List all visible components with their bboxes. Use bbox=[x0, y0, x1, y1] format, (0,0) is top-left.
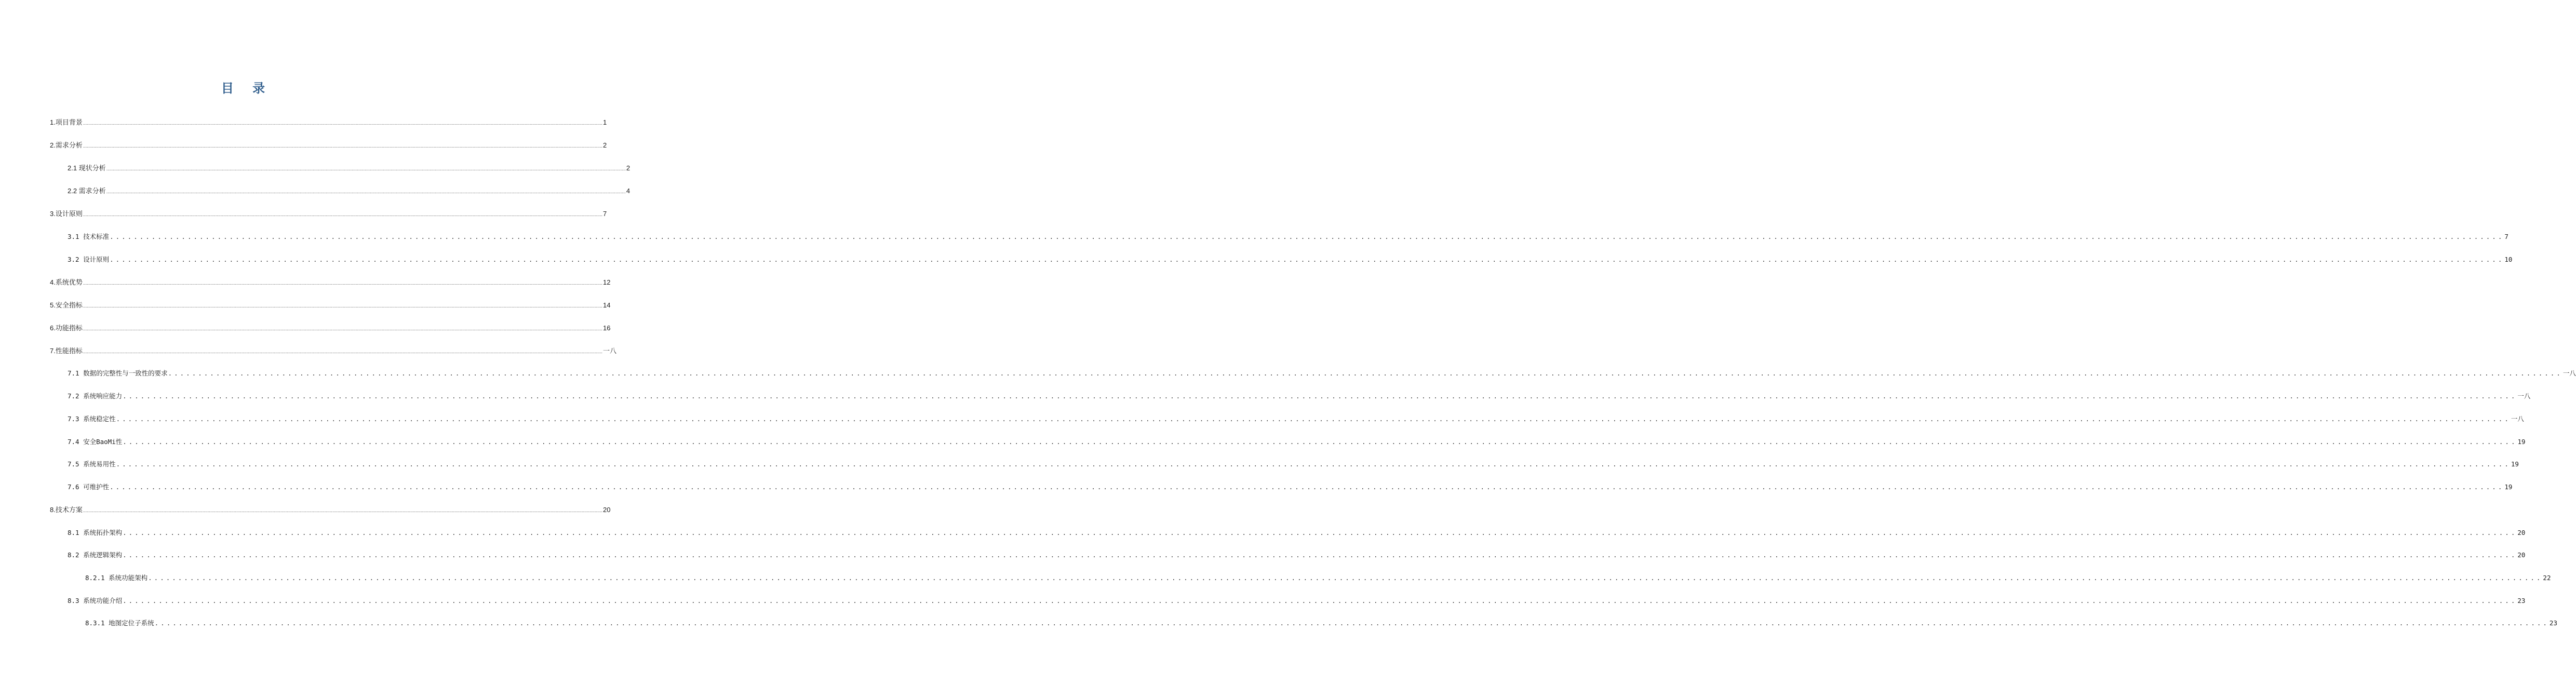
toc-entry[interactable] bbox=[50, 277, 611, 288]
toc-entry[interactable] bbox=[68, 163, 630, 174]
toc-entry-page: 10 bbox=[2504, 256, 2513, 263]
toc-entry[interactable] bbox=[68, 459, 2519, 471]
toc-entry[interactable] bbox=[68, 528, 2526, 539]
dot-leader: ................................................................................................................................................................................................................................................................................................................................................................................................................ bbox=[168, 369, 2562, 377]
toc-entry-page: 20 bbox=[603, 506, 611, 514]
toc-entry-label: 7.1 数据的完整性与一致性的要求 bbox=[68, 369, 168, 377]
toc-entry-label: 2.2 需求分析 bbox=[68, 187, 106, 195]
dot-leader: ................................................................................................................................................................................................................................................................................................................................................................................................................ bbox=[83, 120, 603, 126]
toc-entry[interactable] bbox=[68, 185, 630, 197]
toc-entry[interactable] bbox=[85, 573, 2551, 584]
toc-entry-label: 7.性能指标 bbox=[50, 347, 83, 355]
dot-leader: ................................................................................................................................................................................................................................................................................................................................................................................................................ bbox=[106, 166, 626, 171]
dot-leader: ................................................................................................................................................................................................................................................................................................................................................................................................................ bbox=[154, 619, 2549, 627]
toc-entry-label: 4.系统优势 bbox=[50, 278, 83, 286]
dot-leader: ................................................................................................................................................................................................................................................................................................................................................................................................................ bbox=[123, 529, 2517, 536]
toc-title: 目 录 bbox=[221, 81, 273, 96]
toc-entry[interactable] bbox=[50, 300, 611, 311]
toc-entry-page: 20 bbox=[2517, 551, 2526, 559]
toc-entry-label: 8.技术方案 bbox=[50, 506, 83, 514]
dot-leader: ................................................................................................................................................................................................................................................................................................................................................................................................................ bbox=[110, 483, 2504, 491]
toc-entry-label: 7.5 系统易用性 bbox=[68, 460, 116, 468]
toc-entry[interactable] bbox=[68, 414, 2524, 425]
dot-leader: ................................................................................................................................................................................................................................................................................................................................................................................................................ bbox=[83, 508, 603, 513]
toc-entry[interactable] bbox=[68, 437, 2526, 448]
toc-entry[interactable] bbox=[50, 117, 607, 128]
toc-entry-page: 12 bbox=[603, 278, 611, 286]
dot-leader: ................................................................................................................................................................................................................................................................................................................................................................................................................ bbox=[123, 438, 2517, 446]
toc-entry-page: 一八 bbox=[603, 347, 617, 355]
toc-entry-label: 1.项目背景 bbox=[50, 118, 83, 126]
toc-entry[interactable] bbox=[50, 208, 607, 220]
toc-entry-page: 一八 bbox=[2562, 369, 2576, 377]
toc-entry[interactable] bbox=[68, 232, 2508, 243]
toc-entry-page: 7 bbox=[2504, 233, 2508, 240]
toc-entry[interactable] bbox=[50, 345, 617, 357]
toc-entry-page: 2 bbox=[603, 141, 607, 149]
toc-entry[interactable] bbox=[68, 368, 2576, 380]
toc-entry-page: 一八 bbox=[2511, 415, 2524, 423]
toc-entry-page: 23 bbox=[2517, 597, 2526, 605]
toc-entry-label: 8.3 系统功能介绍 bbox=[68, 597, 123, 605]
toc-entry-label: 8.1 系统拓扑架构 bbox=[68, 529, 123, 536]
toc-entry[interactable] bbox=[68, 596, 2526, 607]
toc-entry[interactable] bbox=[50, 323, 611, 334]
toc-entry[interactable] bbox=[68, 391, 2531, 402]
toc-entry-page: 20 bbox=[2517, 529, 2526, 536]
toc-entry-label: 7.2 系统响应能力 bbox=[68, 392, 123, 400]
dot-leader: ................................................................................................................................................................................................................................................................................................................................................................................................................ bbox=[83, 212, 603, 217]
toc-entry[interactable] bbox=[50, 140, 607, 151]
dot-leader: ................................................................................................................................................................................................................................................................................................................................................................................................................ bbox=[123, 551, 2517, 559]
toc-entry-label: 8.2.1 系统功能架构 bbox=[85, 574, 148, 582]
toc-entry-page: 4 bbox=[626, 187, 630, 195]
toc-entry-page: 14 bbox=[603, 301, 611, 309]
toc-entry-page: 19 bbox=[2517, 438, 2526, 446]
toc-entry-label: 2.1 现状分析 bbox=[68, 164, 106, 172]
toc-entry[interactable] bbox=[50, 504, 611, 516]
toc-entry-label: 8.3.1 地图定位子系统 bbox=[85, 619, 154, 627]
toc-entry-label: 8.2 系统逻辑架构 bbox=[68, 551, 123, 559]
dot-leader: ................................................................................................................................................................................................................................................................................................................................................................................................................ bbox=[83, 326, 603, 331]
toc-entry[interactable] bbox=[68, 254, 2513, 266]
toc-entry-label: 5.安全指标 bbox=[50, 301, 83, 309]
toc-entry[interactable] bbox=[68, 550, 2526, 561]
dot-leader: ................................................................................................................................................................................................................................................................................................................................................................................................................ bbox=[83, 280, 603, 286]
toc-entry-page: 23 bbox=[2549, 619, 2557, 627]
toc-entry-page: 19 bbox=[2511, 460, 2519, 468]
toc-entry-page: 19 bbox=[2504, 483, 2513, 491]
dot-leader: ................................................................................................................................................................................................................................................................................................................................................................................................................ bbox=[83, 349, 603, 354]
toc-entry-label: 3.1 技术标准 bbox=[68, 233, 110, 240]
toc-entry-label: 3.设计原则 bbox=[50, 210, 83, 218]
toc-entry[interactable] bbox=[85, 618, 2557, 629]
toc-entry-label: 3.2 设计原则 bbox=[68, 256, 110, 263]
dot-leader: ................................................................................................................................................................................................................................................................................................................................................................................................................ bbox=[110, 256, 2504, 263]
toc-entry-page: 7 bbox=[603, 210, 607, 218]
dot-leader: ................................................................................................................................................................................................................................................................................................................................................................................................................ bbox=[116, 460, 2511, 468]
toc-entry[interactable] bbox=[68, 482, 2513, 493]
dot-leader: ................................................................................................................................................................................................................................................................................................................................................................................................................ bbox=[116, 415, 2511, 423]
dot-leader: ................................................................................................................................................................................................................................................................................................................................................................................................................ bbox=[83, 143, 603, 149]
toc-entry-page: 16 bbox=[603, 324, 611, 332]
dot-leader: ................................................................................................................................................................................................................................................................................................................................................................................................................ bbox=[148, 574, 2543, 582]
toc-entry-label: 2.需求分析 bbox=[50, 141, 83, 149]
toc-entry-page: 2 bbox=[626, 164, 630, 172]
toc-entry-label: 6.功能指标 bbox=[50, 324, 83, 332]
toc-entry-page: 22 bbox=[2543, 574, 2551, 582]
dot-leader: ................................................................................................................................................................................................................................................................................................................................................................................................................ bbox=[123, 597, 2517, 605]
toc-entry-label: 7.3 系统稳定性 bbox=[68, 415, 116, 423]
toc-entry-label: 7.6 可维护性 bbox=[68, 483, 110, 491]
toc-entry-label: 7.4 安全BaoMi性 bbox=[68, 438, 123, 446]
dot-leader: ................................................................................................................................................................................................................................................................................................................................................................................................................ bbox=[83, 303, 603, 308]
toc-entry-page: 一八 bbox=[2517, 392, 2531, 400]
dot-leader: ................................................................................................................................................................................................................................................................................................................................................................................................................ bbox=[123, 392, 2517, 400]
toc-entry-page: 1 bbox=[603, 118, 607, 126]
dot-leader: ................................................................................................................................................................................................................................................................................................................................................................................................................ bbox=[110, 233, 2504, 240]
dot-leader: ................................................................................................................................................................................................................................................................................................................................................................................................................ bbox=[106, 189, 626, 194]
